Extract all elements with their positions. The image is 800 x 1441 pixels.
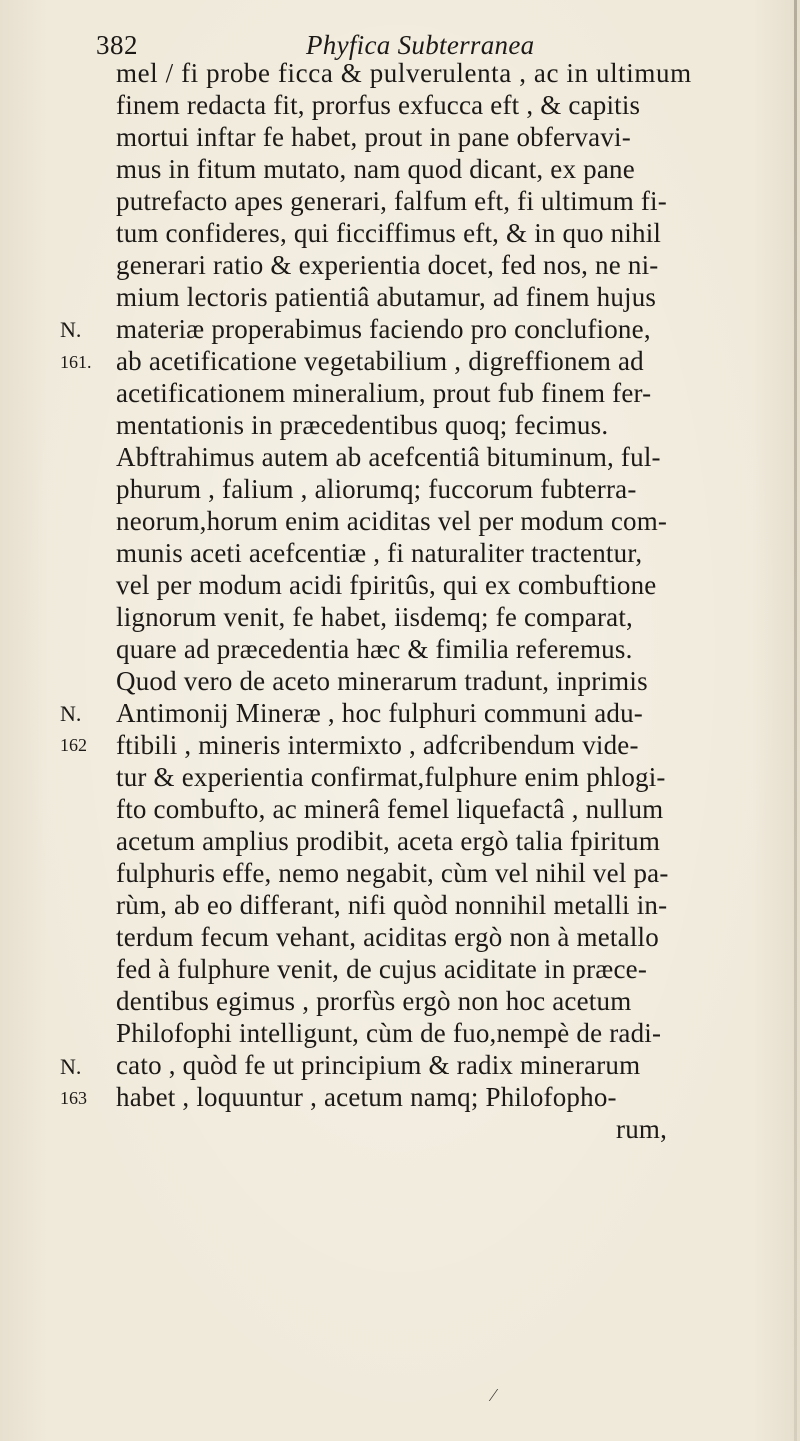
- text-line: Abftrahimus autem ab acefcentiâ bituminum, ful-: [116, 442, 661, 472]
- margin-note-number: 161.: [60, 352, 92, 372]
- text-line: acetificationem mineralium, prout fub finem fer-: [116, 378, 652, 408]
- running-head: Phyfica Subterranea: [306, 30, 535, 60]
- text-line: generari ratio & experientia docet, fed nos, ne ni-: [116, 250, 659, 280]
- text-line: Quod vero de aceto minerarum tradunt, inprimis: [116, 666, 648, 696]
- text-line: ftibili , mineris intermixto , adfcribendum vide-: [116, 730, 639, 760]
- text-line: mel / fi probe ficca & pulverulenta , ac in ultimum: [116, 58, 692, 88]
- text-line: cato , quòd fe ut principium & radix minerarum: [116, 1050, 641, 1080]
- text-line: terdum fecum vehant, aciditas ergò non à metallo: [116, 922, 659, 952]
- margin-note-number: 163: [60, 1088, 87, 1108]
- page-number: 382: [96, 30, 138, 60]
- text-line: putrefacto apes generari, falfum eft, fi ultimum fi-: [116, 186, 667, 216]
- margin-note-label: N.: [60, 317, 82, 342]
- page-edge-shadow: [794, 0, 797, 1441]
- text-line: habet , loquuntur , acetum namq; Philofopho-: [116, 1082, 617, 1112]
- text-line: rum,: [616, 1114, 668, 1144]
- text-line: tum confideres, qui ficciffimus eft, & in quo nihil: [116, 218, 662, 248]
- margin-note-label: N.: [60, 1054, 82, 1079]
- text-line: finem redacta fit, prorfus exfucca eft , & capitis: [116, 90, 641, 120]
- text-line: tur & experientia confirmat,fulphure enim phlogi-: [116, 762, 666, 792]
- text-line: materiæ properabimus faciendo pro conclufione,: [116, 314, 651, 344]
- text-line: mium lectoris patientiâ abutamur, ad finem hujus: [116, 282, 657, 312]
- text-line: fulphuris effe, nemo negabit, cùm vel nihil vel pa-: [116, 858, 669, 888]
- text-line: phurum , falium , aliorumq; fuccorum fubterra-: [116, 474, 637, 504]
- text-line: mus in fitum mutato, nam quod dicant, ex pane: [116, 154, 635, 184]
- text-line: vel per modum acidi fpiritûs, qui ex combuftione: [116, 570, 657, 600]
- text-line: Philofophi intelligunt, cùm de fuo,nempè de radi-: [116, 1018, 662, 1048]
- margin-note-number: 162: [60, 735, 87, 755]
- text-line: acetum amplius prodibit, aceta ergò talia fpiritum: [116, 826, 661, 856]
- ink-mark: ⁄: [492, 1385, 496, 1405]
- text-line: munis aceti acefcentiæ , fi naturaliter tractentur,: [116, 538, 643, 568]
- text-line: Antimonij Mineræ , hoc fulphuri communi adu-: [116, 698, 643, 728]
- text-line: rùm, ab eo differant, nifi quòd nonnihil metalli in-: [116, 890, 668, 920]
- text-line: fed à fulphure venit, de cujus aciditate in præce-: [116, 954, 648, 984]
- text-line: mortui inftar fe habet, prout in pane obfervavi-: [116, 122, 631, 152]
- text-line: mentationis in præcedentibus quoq; fecimus.: [116, 410, 609, 440]
- text-line: lignorum venit, fe habet, iisdemq; fe comparat,: [116, 602, 633, 632]
- margin-note-label: N.: [60, 701, 82, 726]
- text-line: neorum,horum enim aciditas vel per modum com-: [116, 506, 668, 536]
- text-line: quare ad præcedentia hæc & fimilia referemus.: [116, 634, 633, 664]
- text-line: ab acetificatione vegetabilium , digreffionem ad: [116, 346, 644, 376]
- text-line: dentibus egimus , prorfùs ergò non hoc acetum: [116, 986, 632, 1016]
- text-line: fto combufto, ac minerâ femel liquefactâ , nullum: [116, 794, 664, 824]
